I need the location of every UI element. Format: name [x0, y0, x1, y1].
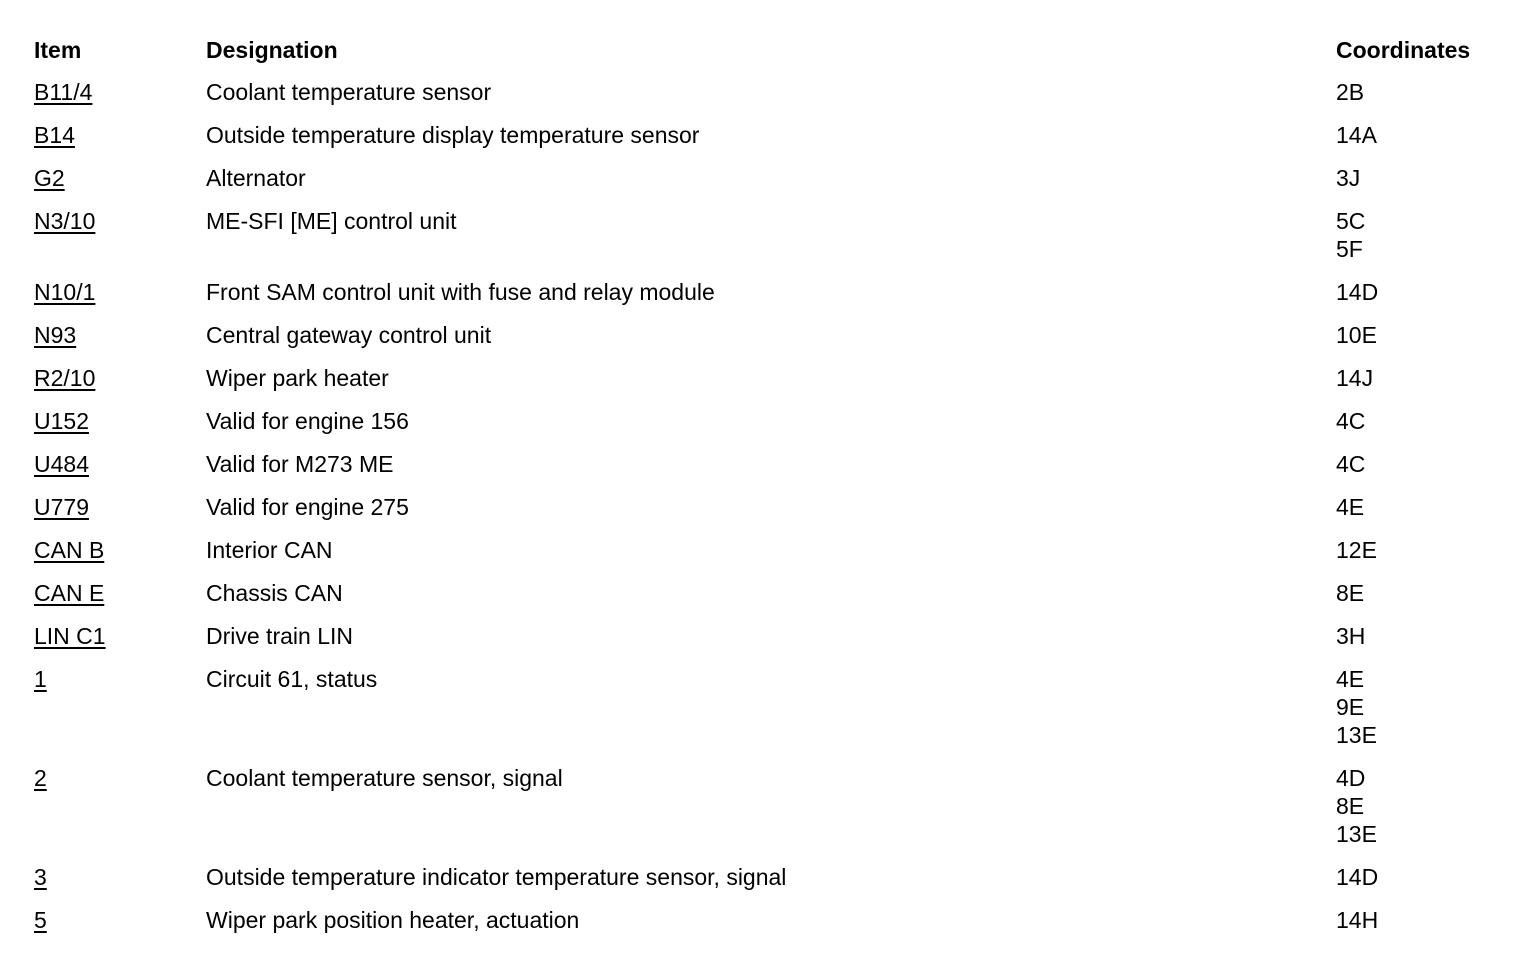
coordinates-cell	[1336, 364, 1514, 392]
item-cell	[34, 906, 206, 934]
item-link[interactable]: LIN C1	[34, 623, 106, 649]
coordinate-value: 3J	[1336, 165, 1361, 191]
item-link[interactable]: G2	[34, 165, 65, 191]
table-row	[34, 665, 1514, 749]
coordinates-cell	[1336, 450, 1514, 478]
table-row	[34, 407, 1514, 435]
item-cell	[34, 364, 206, 392]
item-link[interactable]: 2	[34, 765, 47, 791]
designation-cell: Chassis CAN	[206, 580, 343, 606]
coordinates-cell	[1336, 665, 1514, 749]
item-link[interactable]: 1	[34, 666, 47, 692]
item-cell	[34, 164, 206, 192]
item-link[interactable]: U779	[34, 494, 89, 520]
item-cell	[34, 321, 206, 349]
item-cell	[34, 665, 206, 693]
table-row	[34, 78, 1514, 106]
coordinates-cell	[1336, 321, 1514, 349]
designation-cell: Coolant temperature sensor	[206, 79, 492, 105]
item-cell	[34, 493, 206, 521]
designation-cell: Valid for engine 275	[206, 494, 409, 520]
coordinate-value: 4C	[1336, 451, 1366, 477]
coordinates-cell	[1336, 164, 1514, 192]
coordinate-value: 3H	[1336, 623, 1366, 649]
table-row	[34, 622, 1514, 650]
item-cell	[34, 78, 206, 106]
designation-cell: Circuit 61, status	[206, 666, 378, 692]
table-row	[34, 536, 1514, 564]
coordinate-value: 13E	[1336, 722, 1377, 748]
item-link[interactable]: N3/10	[34, 208, 96, 234]
item-cell	[34, 407, 206, 435]
item-link[interactable]: 3	[34, 864, 47, 890]
designation-cell: Central gateway control unit	[206, 322, 492, 348]
table-row	[34, 764, 1514, 848]
table-row	[34, 164, 1514, 192]
item-link[interactable]: B14	[34, 122, 75, 148]
designation-cell: Interior CAN	[206, 537, 333, 563]
coordinate-value: 4C	[1336, 408, 1366, 434]
coordinate-value: 5F	[1336, 236, 1363, 262]
header-coordinates: Coordinates	[1336, 37, 1471, 63]
coordinates-cell	[1336, 121, 1514, 149]
item-link[interactable]: N93	[34, 322, 77, 348]
designation-cell: Outside temperature display temperature sensor	[206, 122, 700, 148]
table-row	[34, 121, 1514, 149]
coordinate-value: 10E	[1336, 322, 1377, 348]
coordinate-value: 9E	[1336, 694, 1365, 720]
designation-cell: Wiper park heater	[206, 365, 389, 391]
coordinates-cell	[1336, 863, 1514, 891]
designation-cell: Outside temperature indicator temperature sensor, signal	[206, 864, 787, 890]
table-row	[34, 207, 1514, 263]
item-link[interactable]: CAN B	[34, 537, 105, 563]
coordinates-cell	[1336, 207, 1514, 263]
coordinates-cell	[1336, 622, 1514, 650]
coordinate-value: 2B	[1336, 79, 1365, 105]
coordinate-value: 14D	[1336, 864, 1379, 890]
table-row	[34, 364, 1514, 392]
item-cell	[34, 207, 206, 235]
coordinate-value: 4D	[1336, 765, 1366, 791]
header-designation: Designation	[206, 37, 338, 63]
item-cell	[34, 764, 206, 792]
item-link[interactable]: N10/1	[34, 279, 96, 305]
item-cell	[34, 278, 206, 306]
designation-cell: Valid for M273 ME	[206, 451, 394, 477]
item-link[interactable]: R2/10	[34, 365, 96, 391]
coordinate-value: 4E	[1336, 666, 1365, 692]
coordinates-cell	[1336, 407, 1514, 435]
coordinate-value: 14J	[1336, 365, 1374, 391]
coordinate-value: 14D	[1336, 279, 1379, 305]
item-link[interactable]: CAN E	[34, 580, 105, 606]
coordinate-value: 4E	[1336, 494, 1365, 520]
designation-cell: Drive train LIN	[206, 623, 353, 649]
table-row	[34, 278, 1514, 306]
coordinate-value: 8E	[1336, 793, 1365, 819]
table-row	[34, 579, 1514, 607]
coordinates-cell	[1336, 78, 1514, 106]
item-link[interactable]: 5	[34, 907, 47, 933]
table-row	[34, 493, 1514, 521]
item-cell	[34, 863, 206, 891]
item-cell	[34, 121, 206, 149]
designation-cell: Wiper park position heater, actuation	[206, 907, 580, 933]
coordinates-cell	[1336, 906, 1514, 934]
coordinates-cell	[1336, 278, 1514, 306]
coordinates-cell	[1336, 536, 1514, 564]
table-row	[34, 863, 1514, 891]
item-link[interactable]: U152	[34, 408, 89, 434]
coordinate-value: 12E	[1336, 537, 1377, 563]
designation-cell: Alternator	[206, 165, 306, 191]
item-cell	[34, 622, 206, 650]
coordinates-cell	[1336, 493, 1514, 521]
designation-cell: Front SAM control unit with fuse and relay module	[206, 279, 715, 305]
item-cell	[34, 536, 206, 564]
table-row	[34, 321, 1514, 349]
legend-table	[34, 36, 1514, 949]
table-row	[34, 450, 1514, 478]
table-header	[34, 36, 1514, 78]
item-link[interactable]: B11/4	[34, 79, 93, 105]
item-cell	[34, 450, 206, 478]
designation-cell: ME-SFI [ME] control unit	[206, 208, 457, 234]
item-cell	[34, 579, 206, 607]
coordinate-value: 13E	[1336, 821, 1377, 847]
coordinate-value: 8E	[1336, 580, 1365, 606]
designation-cell: Valid for engine 156	[206, 408, 409, 434]
designation-cell: Coolant temperature sensor, signal	[206, 765, 563, 791]
coordinate-value: 14H	[1336, 907, 1379, 933]
coordinates-cell	[1336, 579, 1514, 607]
table-body	[34, 78, 1514, 934]
coordinate-value: 14A	[1336, 122, 1377, 148]
item-link[interactable]: U484	[34, 451, 89, 477]
coordinate-value: 5C	[1336, 208, 1366, 234]
table-row	[34, 906, 1514, 934]
coordinates-cell	[1336, 764, 1514, 848]
header-item: Item	[34, 37, 82, 63]
